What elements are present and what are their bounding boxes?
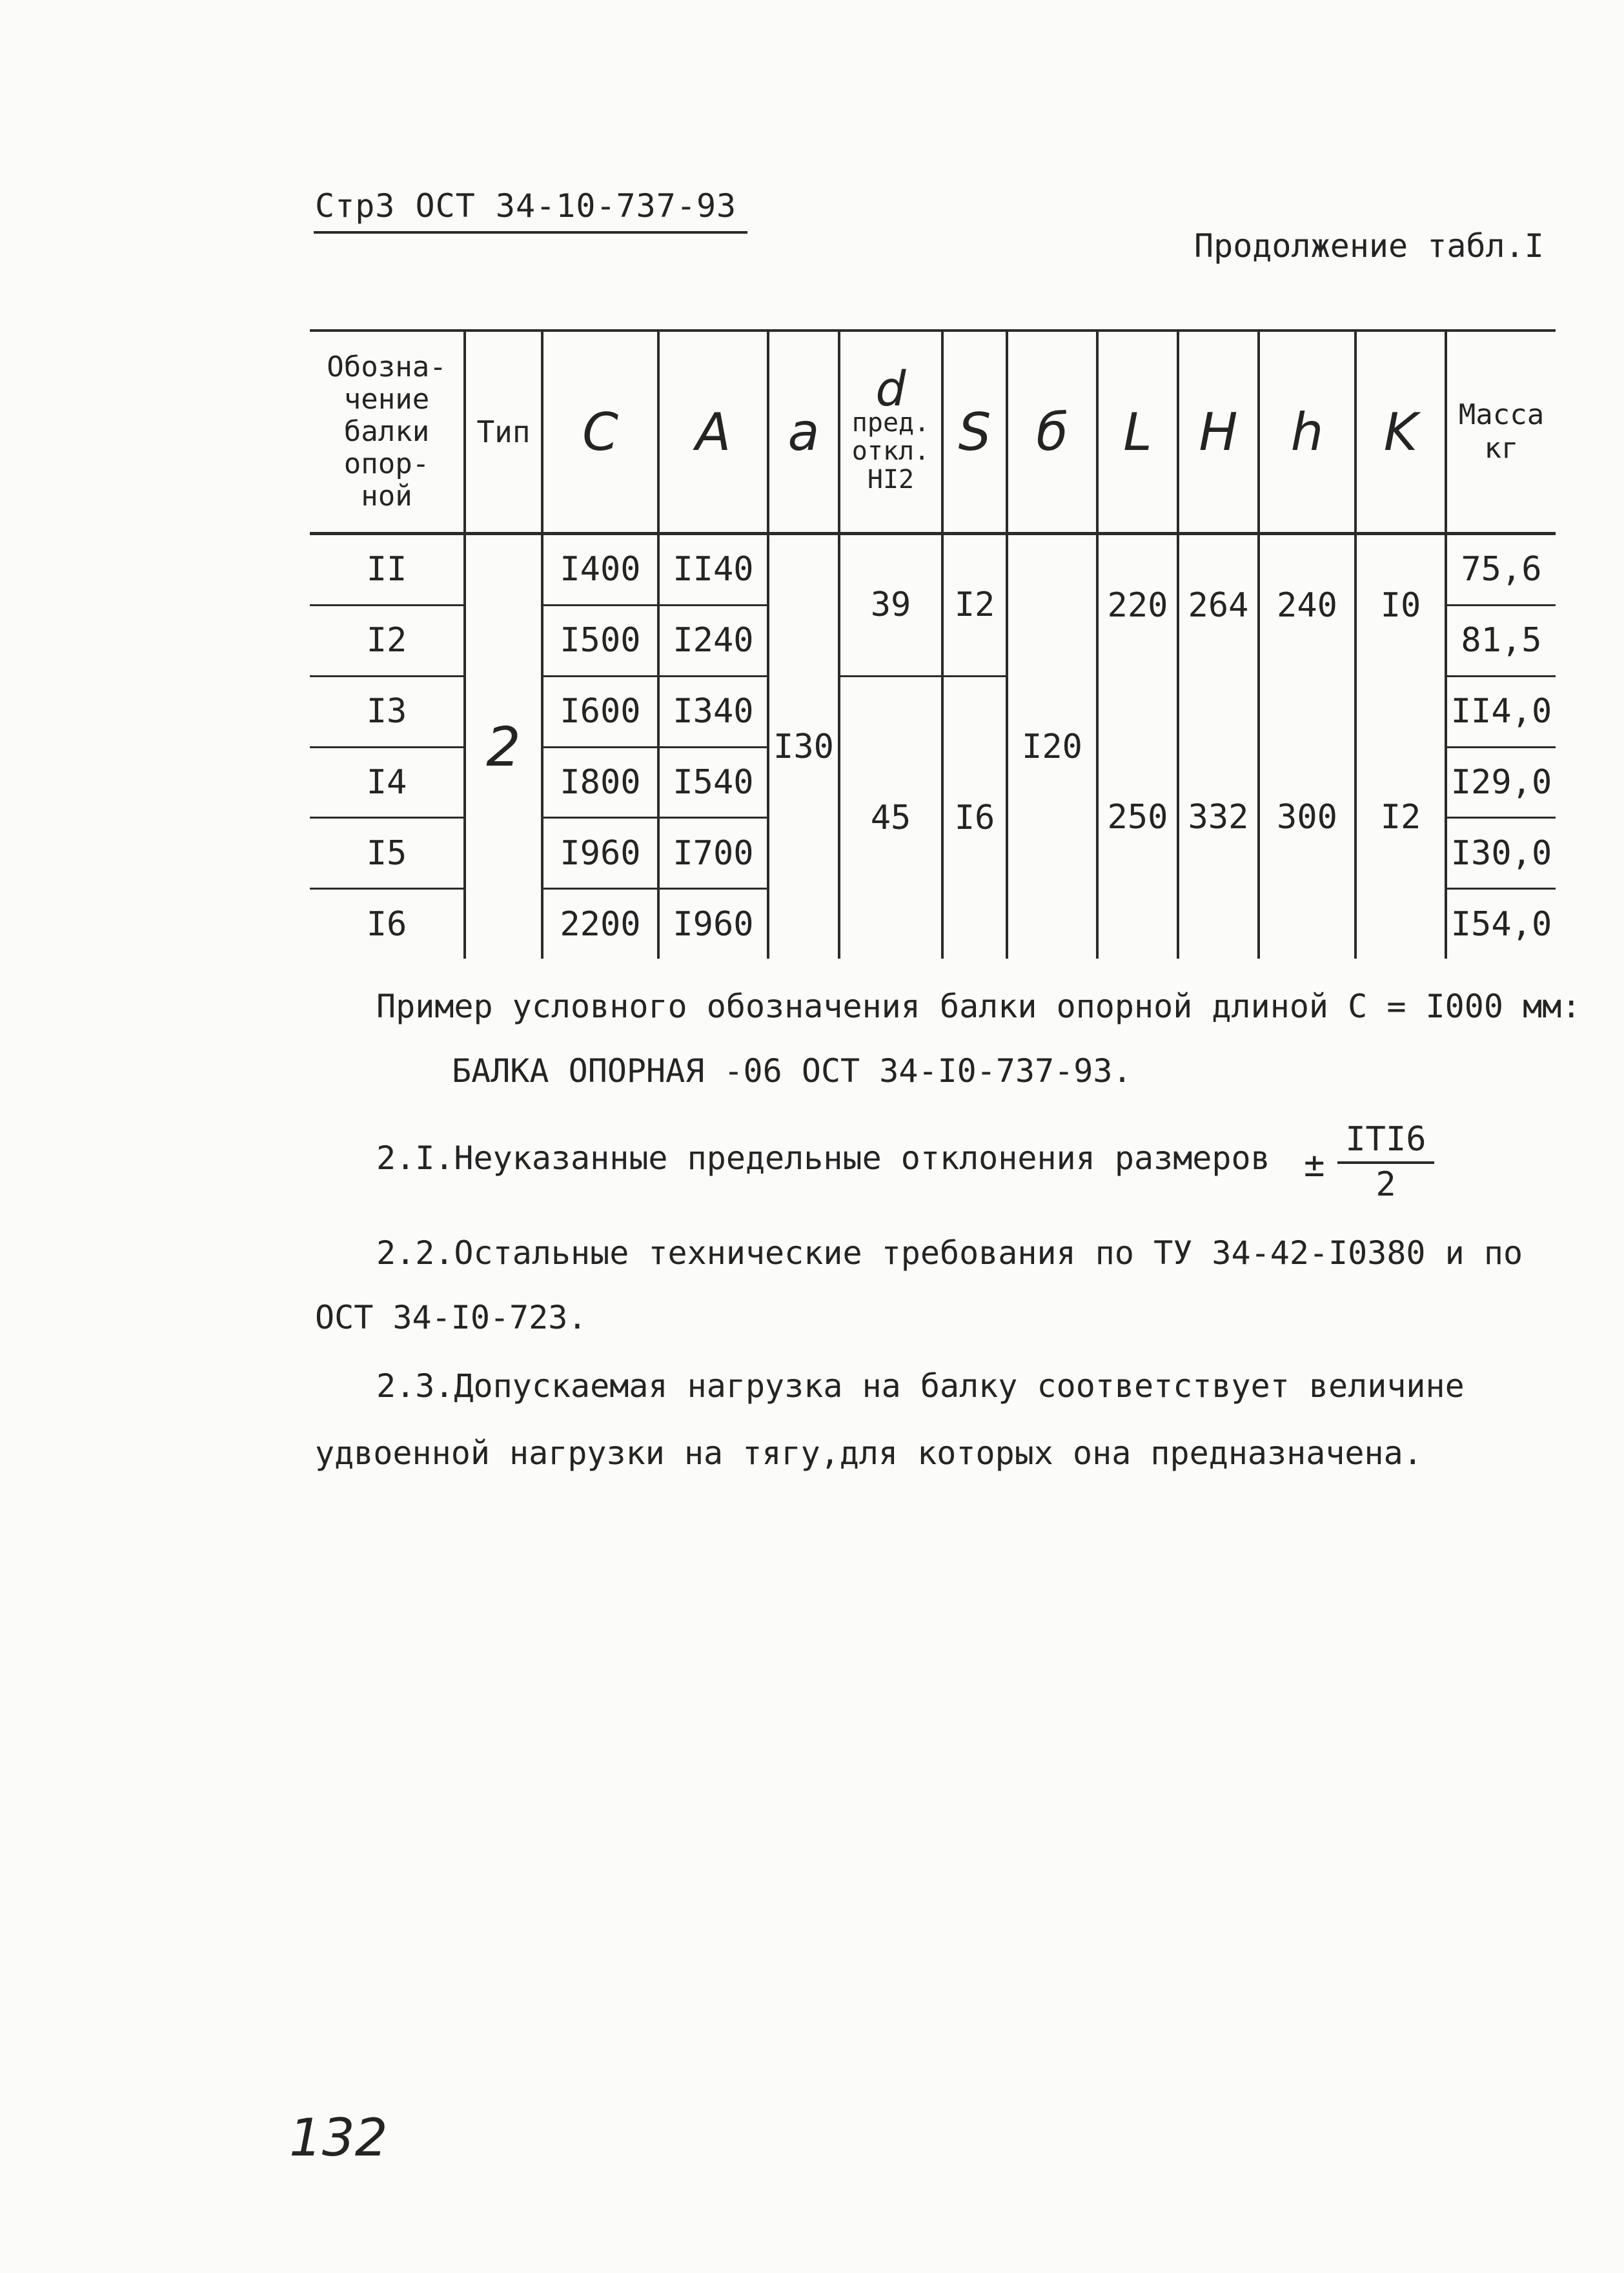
cell-c: I500 bbox=[542, 605, 658, 676]
header-k: K bbox=[1355, 331, 1446, 534]
plus-minus-sign: ± bbox=[1304, 1144, 1325, 1185]
example-designation: БАЛКА ОПОРНАЯ -06 ОСТ 34-I0-737-93. bbox=[452, 1052, 1132, 1090]
header-c: C bbox=[542, 331, 658, 534]
page-number: 132 bbox=[289, 2108, 388, 2168]
header-mass: Масса кг bbox=[1446, 331, 1556, 534]
cell-h-upper-group2: 332 bbox=[1178, 676, 1259, 959]
cell-mass: 81,5 bbox=[1446, 605, 1556, 676]
cell-a: I540 bbox=[658, 747, 768, 818]
reference-underline bbox=[314, 231, 747, 234]
paragraph-2-2-line1: 2.2.Остальные технические требования по ТУ 34-42-I0380 и по bbox=[376, 1234, 1523, 1272]
cell-h-upper-group1: 264 bbox=[1178, 534, 1259, 677]
table-header-row bbox=[310, 331, 1556, 534]
fraction-denominator: 2 bbox=[1375, 1165, 1396, 1204]
header-l: L bbox=[1097, 331, 1178, 534]
fraction-bar bbox=[1337, 1161, 1434, 1164]
paragraph-2-3-line2: удвоенной нагрузки на тягу,для которых она предназначена. bbox=[315, 1434, 1423, 1472]
example-paragraph: Пример условного обозначения балки опорной длиной С = I000 мм: bbox=[376, 988, 1581, 1025]
cell-h-lower-group1: 240 bbox=[1259, 534, 1355, 677]
paragraph-2-3-line1: 2.3.Допускаемая нагрузка на балку соответствует величине bbox=[376, 1367, 1465, 1405]
cell-mass: II4,0 bbox=[1446, 676, 1556, 747]
header-a-upper: A bbox=[658, 331, 768, 534]
cell-designation: I4 bbox=[310, 747, 465, 818]
paragraph-2-1: 2.I.Неуказанные предельные отклонения размеров bbox=[376, 1139, 1270, 1177]
header-designation: Обозна- чение балки опор- ной bbox=[310, 331, 465, 534]
header-a-lower: a bbox=[768, 331, 839, 534]
cell-c: I960 bbox=[542, 818, 658, 889]
cell-d-group1: 39 bbox=[839, 534, 942, 677]
table-row bbox=[310, 534, 1556, 606]
header-h-upper: H bbox=[1178, 331, 1259, 534]
cell-l-group2: 250 bbox=[1097, 676, 1178, 959]
cell-l-group1: 220 bbox=[1097, 534, 1178, 677]
cell-mass: I54,0 bbox=[1446, 889, 1556, 959]
header-d-symbol: d bbox=[875, 362, 906, 417]
cell-a: I960 bbox=[658, 889, 768, 959]
header-s: S bbox=[942, 331, 1007, 534]
header-type: Тип bbox=[465, 331, 542, 534]
cell-designation: I2 bbox=[310, 605, 465, 676]
cell-d-group2: 45 bbox=[839, 676, 942, 959]
cell-mass: I30,0 bbox=[1446, 818, 1556, 889]
header-b: б bbox=[1007, 331, 1097, 534]
cell-mass: 75,6 bbox=[1446, 534, 1556, 606]
cell-designation: I5 bbox=[310, 818, 465, 889]
cell-b: I20 bbox=[1007, 534, 1097, 959]
tolerance-fraction bbox=[1337, 1120, 1434, 1203]
cell-c: I400 bbox=[542, 534, 658, 606]
cell-type: 2 bbox=[465, 534, 542, 959]
header-d bbox=[839, 331, 942, 534]
cell-designation: II bbox=[310, 534, 465, 606]
cell-s-group1: I2 bbox=[942, 534, 1007, 677]
cell-a: II40 bbox=[658, 534, 768, 606]
fraction-numerator: ITI6 bbox=[1345, 1120, 1426, 1159]
cell-designation: I6 bbox=[366, 904, 407, 944]
cell-a: I240 bbox=[658, 605, 768, 676]
cell-s-group2: I6 bbox=[942, 676, 1007, 959]
cell-designation: I3 bbox=[310, 676, 465, 747]
paragraph-2-2-line2: ОСТ 34-I0-723. bbox=[315, 1299, 587, 1336]
cell-mass: I29,0 bbox=[1446, 747, 1556, 818]
cell-k-group1: I0 bbox=[1355, 534, 1446, 677]
cell-c: I600 bbox=[542, 676, 658, 747]
header-d-tolerance: пред. откл. HI2 bbox=[851, 408, 930, 494]
cell-a: I340 bbox=[658, 676, 768, 747]
header-h-lower: h bbox=[1259, 331, 1355, 534]
document-reference: Стр3 ОСТ 34-10-737-93 bbox=[315, 187, 737, 225]
cell-c: 2200 bbox=[542, 889, 658, 959]
cell-a-small: I30 bbox=[768, 534, 839, 959]
beam-spec-table bbox=[310, 329, 1556, 959]
cell-a: I700 bbox=[658, 818, 768, 889]
cell-k-group2: I2 bbox=[1355, 676, 1446, 959]
cell-c: I800 bbox=[542, 747, 658, 818]
table-continuation-label: Продолжение табл.I bbox=[1194, 227, 1544, 265]
cell-h-lower-group2: 300 bbox=[1259, 676, 1355, 959]
